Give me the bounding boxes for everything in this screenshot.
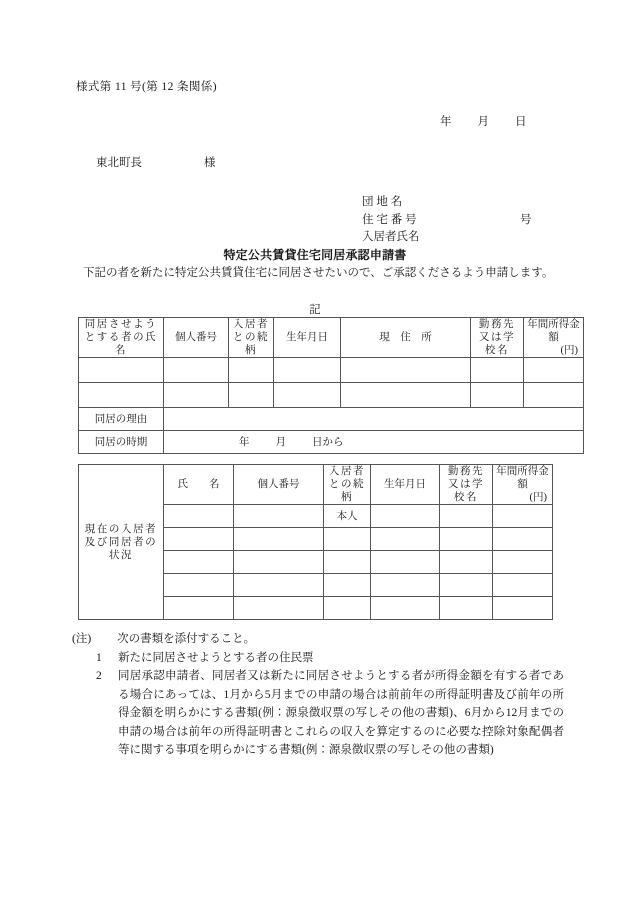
addressee-honorific: 様 — [204, 157, 216, 169]
cell-relationship[interactable] — [324, 597, 371, 620]
form-number: 様式第 11 号(第 12 条関係) — [76, 81, 217, 93]
cell-birthdate[interactable] — [371, 574, 440, 597]
house-number-suffix: 号 — [520, 213, 532, 226]
header-resident-name: 氏 名 — [164, 465, 234, 505]
cell-resident-name[interactable] — [164, 528, 234, 551]
cell-relationship[interactable] — [324, 574, 371, 597]
house-number-row — [362, 212, 532, 230]
cell-personal-number[interactable] — [164, 358, 229, 383]
cell-personal-number[interactable] — [234, 505, 324, 528]
cell-workplace[interactable] — [440, 597, 493, 620]
cell-personal-number[interactable] — [234, 574, 324, 597]
cell-annual-income[interactable] — [493, 528, 553, 551]
note-item-2-number: 2 — [96, 670, 102, 682]
cell-resident-name[interactable] — [164, 597, 234, 620]
cell-relationship[interactable]: 本人 — [324, 505, 371, 528]
note-item-1 — [72, 649, 564, 668]
cell-resident-name[interactable] — [164, 574, 234, 597]
header-relationship: 入居者との続柄 — [229, 318, 274, 358]
header-annual-income: 年間所得金額 (円) — [524, 318, 584, 358]
cell-annual-income[interactable] — [493, 505, 553, 528]
label-current-residents-status: 現在の入居者及び同居者の状況 — [79, 465, 164, 620]
header-current-address: 現 住 所 — [341, 318, 471, 358]
table-header-row — [79, 465, 553, 505]
cell-birthdate[interactable] — [371, 505, 440, 528]
header-birthdate: 生年月日 — [371, 465, 440, 505]
cell-birthdate[interactable] — [274, 358, 341, 383]
date-day-label: 日 — [515, 116, 527, 128]
cell-current-address[interactable] — [341, 383, 471, 408]
cell-birthdate[interactable] — [371, 597, 440, 620]
estate-name-row — [362, 194, 420, 212]
date-line — [440, 113, 527, 129]
cell-cohabitation-reason[interactable] — [164, 408, 584, 431]
addressee — [96, 154, 216, 170]
document-title: 特定公共賃貸住宅同居承認申請書 — [223, 248, 407, 262]
notes-heading — [72, 630, 564, 649]
resident-name-label: 入居者氏名 — [362, 231, 420, 243]
cell-workplace[interactable] — [471, 383, 524, 408]
cell-resident-name[interactable] — [164, 505, 234, 528]
cohabitation-period-row[interactable] — [79, 431, 584, 454]
cell-relationship[interactable] — [324, 528, 371, 551]
estate-name-label: 団 地 名 — [362, 196, 403, 208]
lead-text: 下記の者を新たに特定公共賃貸住宅に同居させたいので、ご承認くださるよう申請します。 — [83, 267, 554, 279]
cell-annual-income[interactable] — [493, 574, 553, 597]
cell-annual-income[interactable] — [524, 383, 584, 408]
lead-paragraph — [72, 264, 558, 283]
cohabitation-reason-row[interactable] — [79, 408, 584, 431]
cell-workplace[interactable] — [440, 551, 493, 574]
header-workplace: 勤務先又は学校名 — [471, 318, 524, 358]
cell-personal-number[interactable] — [234, 597, 324, 620]
cell-annual-income[interactable] — [524, 358, 584, 383]
cell-workplace[interactable] — [440, 574, 493, 597]
header-annual-income-unit: (円) — [560, 345, 578, 356]
cell-birthdate[interactable] — [371, 551, 440, 574]
period-year-label: 年 — [239, 436, 250, 448]
cell-new-name[interactable] — [79, 383, 164, 408]
header-birthdate: 生年月日 — [274, 318, 341, 358]
cell-personal-number[interactable] — [234, 528, 324, 551]
label-cohabitation-reason: 同居の理由 — [79, 408, 164, 431]
current-residents-table — [78, 464, 553, 620]
cell-annual-income[interactable] — [493, 551, 553, 574]
date-month-label: 月 — [477, 116, 489, 128]
header-personal-number: 個人番号 — [234, 465, 324, 505]
addressee-name: 東北町長 — [96, 157, 142, 169]
period-day-label: 日から — [312, 436, 344, 448]
note-item-2-text: 同居承認申請者、同居者又は新たに同居させようとする者が所得金額を有する者である場合にあっては、1月から5月までの申請の場合は前前年の所得証明書及び前年の所得金額を明らかにする書類(例：源泉徴収票の写しその他の書類)、6月から12月までの申請の場合は前年の所得証明書とこれらの収入を算定するのに必要な控除対象配偶者等に関する事項を明らかにする書類(例：源泉徴収票の写しその他の書類) — [118, 670, 564, 756]
header-annual-income: 年間所得金額 (円) — [493, 465, 553, 505]
note-item-1-number: 1 — [96, 651, 102, 664]
ki-marker: 記 — [309, 304, 321, 316]
notes-section — [72, 630, 564, 760]
table-row[interactable] — [79, 358, 584, 383]
header-relationship: 入居者との続柄 — [324, 465, 371, 505]
resident-name-row — [362, 229, 420, 247]
cell-cohabitation-period[interactable] — [164, 431, 584, 454]
cell-relationship[interactable] — [324, 551, 371, 574]
cell-relationship[interactable] — [229, 383, 274, 408]
cell-resident-name[interactable] — [164, 551, 234, 574]
header-annual-income-unit: (円) — [529, 492, 547, 503]
label-cohabitation-period: 同居の時期 — [79, 431, 164, 454]
header-personal-number: 個人番号 — [164, 318, 229, 358]
period-month-label: 月 — [275, 436, 286, 448]
cell-workplace[interactable] — [440, 505, 493, 528]
note-item-2 — [72, 667, 564, 760]
cell-personal-number[interactable] — [234, 551, 324, 574]
table-header-row — [79, 318, 584, 358]
notes-marker: (注) — [72, 633, 92, 645]
notes-heading-text: 次の書類を添付すること。 — [117, 633, 256, 645]
cell-birthdate[interactable] — [274, 383, 341, 408]
cell-personal-number[interactable] — [164, 383, 229, 408]
header-workplace: 勤務先又は学校名 — [440, 465, 493, 505]
cell-birthdate[interactable] — [371, 528, 440, 551]
table-row[interactable] — [79, 383, 584, 408]
header-new-name: 同居させようとする者の氏名 — [79, 318, 164, 358]
date-year-label: 年 — [440, 116, 452, 128]
house-number-label: 住 宅 番 号 — [362, 213, 417, 226]
cell-new-name[interactable] — [79, 358, 164, 383]
cell-workplace[interactable] — [471, 358, 524, 383]
cell-annual-income[interactable] — [493, 597, 553, 620]
cell-current-address[interactable] — [341, 358, 471, 383]
note-item-1-text: 新たに同居させようとする者の住民票 — [118, 651, 314, 664]
cell-relationship[interactable] — [229, 358, 274, 383]
applicant-info-block — [362, 194, 532, 247]
cell-workplace[interactable] — [440, 528, 493, 551]
new-cohabitant-table — [78, 317, 584, 454]
